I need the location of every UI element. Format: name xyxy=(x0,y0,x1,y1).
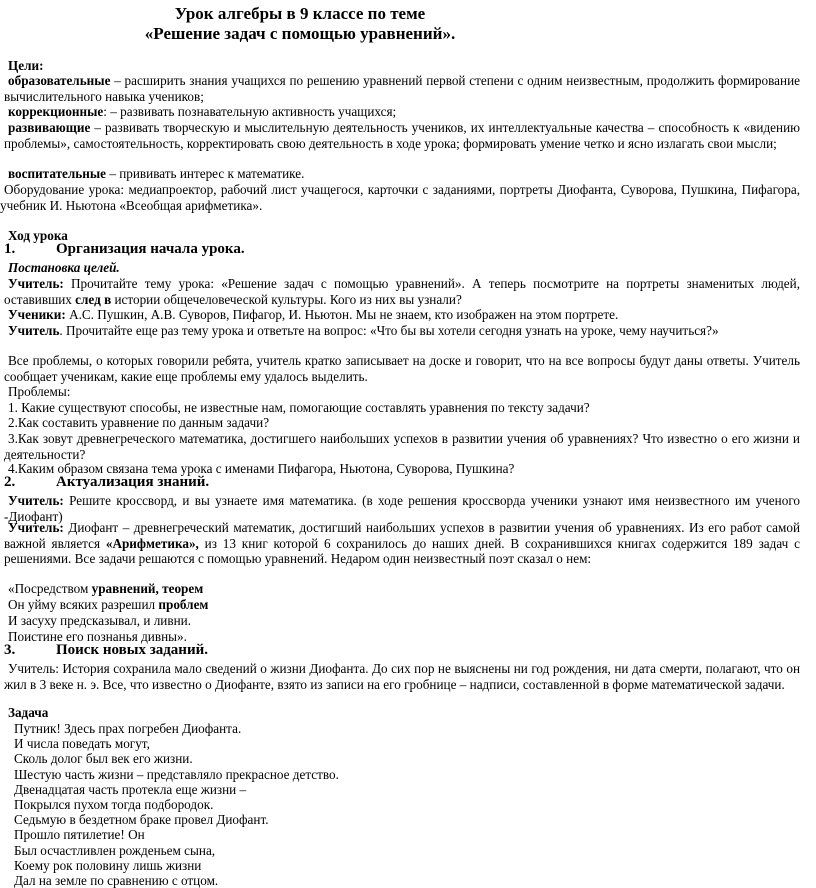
poem-line-1: «Посредством уравнений, теорем xyxy=(8,581,204,596)
page-title xyxy=(0,4,600,44)
task-line: И числа поведать могут, xyxy=(14,736,150,752)
section-2-title: Актуализация знаний. xyxy=(56,474,210,490)
problems-heading: Проблемы: xyxy=(8,384,71,399)
task-line: Прошло пятилетие! Он xyxy=(14,827,145,843)
task-line: Седьмую в бездетном браке провел Диофант. xyxy=(14,812,269,828)
goal-upbringing xyxy=(4,166,800,182)
goal-educational-label: образовательные xyxy=(8,73,111,88)
task-line: Путник! Здесь прах погребен Диофанта. xyxy=(14,721,242,736)
section-1-subheading: Постановка целей. xyxy=(8,260,120,275)
task-line: Дал на земле по сравнению с отцом. xyxy=(14,872,219,888)
goals-heading: Цели: xyxy=(8,58,44,73)
title-line-1: Урок алгебры в 9 классе по теме xyxy=(174,4,426,23)
teacher-label: Учитель: xyxy=(8,520,64,535)
goal-educational xyxy=(4,73,800,104)
task-line: Был осчастливлен рожденьем сына, xyxy=(14,842,216,858)
poem-line-4: Поистине его познанья дивны». xyxy=(8,629,187,644)
section-1-number: 1. xyxy=(4,241,16,257)
goal-upbringing-text: – прививать интерес к математике. xyxy=(106,166,305,181)
goal-developing xyxy=(4,120,800,151)
task-line: Двенадцатая часть протекла еще жизни – xyxy=(14,781,247,797)
poem-line-3: И засуху предсказывал, и ливни. xyxy=(8,613,191,628)
problem-4: 4.Каким образом связана тема урока с именами Пифагора, Ньютона, Суворова, Пушкина? xyxy=(8,461,515,476)
goal-upbringing-label: воспитательные xyxy=(8,166,107,181)
teacher-remark-3: Учитель: Решите кроссворд, и вы узнаете имя математика. (в ходе решения кроссворда ученики узнают имя неизвестного им ученого -Диофант) xyxy=(4,493,800,524)
teacher-label: Учитель: xyxy=(8,276,64,291)
task-poem xyxy=(14,721,794,888)
problem-1: 1. Какие существуют способы, не известные нам, помогающие составлять уравнения по тексту задачи? xyxy=(8,400,590,415)
goal-developing-text: – развивать творческую и мыслительную деятельность учеников, их интеллектуальные качества – способность к «видению проблемы», самостоятельность, корректировать свою деятельность в ходе урока; формировать умение четко и ясно излагать свои мысли; xyxy=(4,120,800,151)
goal-educational-text: – расширить знания учащихся по решению уравнений первой степени с одним неизвестным, продолжить формирование вычислительного навыка учеников; xyxy=(4,73,800,104)
problem-2: 2.Как составить уравнение по данным задачи? xyxy=(8,415,270,430)
teacher-label: Учитель: xyxy=(8,493,64,508)
problem-3: 3.Как зовут древнегреческого математика, достигшего наибольших успехов в развитии учения об уравнениях? Что известно о его жизни и деятельности? xyxy=(4,431,800,462)
equipment-text: Оборудование урока: медиапроектор, рабочий лист учащегося, карточки с заданиями, портреты Диофанта, Суворова, Пушкина, Пифагора, учебник И. Ньютона «Всеобщая арифметика». xyxy=(0,182,800,213)
lesson-course-heading: Ход урока xyxy=(8,228,68,243)
task-line: Шестую часть жизни – представляло прекрасное детство. xyxy=(14,766,339,782)
title-line-2: «Решение задач с помощью уравнений». xyxy=(144,24,456,43)
goal-corrective-text: : – развивать познавательную активность учащихся; xyxy=(103,104,397,119)
teacher-remark-1: Учитель: Прочитайте тему урока: «Решение задач с помощью уравнений». А теперь посмотрите на портреты знаменитых людей, оставивших след в истории общечеловеческой культуры. Кого из них вы узнали? xyxy=(4,276,800,307)
task-heading: Задача xyxy=(8,705,49,720)
paragraph-problems-intro: Все проблемы, о которых говорили ребята, учитель кратко записывает на доске и говорит, что на все вопросы будут даны ответы. Учитель сообщает ученикам, какие еще проблемы ему удалось выделить. xyxy=(4,353,800,384)
teacher-remark-4: Учитель: Диофант – древнегреческий математик, достигший наибольших успехов в развитии учения об уравнениях. Из его работ самой важной является «Арифметика», из 13 книг которой 6 сохранилось до наших дней. В сохранившихся книгах содержится 189 задач с решениями. Все задачи решаются с помощью уравнений. Недаром один неизвестный поэт сказал о нем: xyxy=(4,520,800,567)
teacher-label: Учитель xyxy=(8,323,60,338)
goal-corrective-label: коррекционные xyxy=(8,104,104,119)
task-line: Покрылся пухом тогда подбородок. xyxy=(14,796,214,812)
section-1-title: Организация начала урока. xyxy=(56,241,245,257)
students-label: Ученики: xyxy=(8,307,66,322)
goal-developing-label: развивающие xyxy=(8,120,91,135)
section-3-heading xyxy=(4,643,800,659)
teacher-remark-2: Учитель. Прочитайте еще раз тему урока и ответьте на вопрос: «Что бы вы хотели сегодня узнать на уроке, чему научиться?» xyxy=(8,323,719,338)
task-line: Сколь долог был век его жизни. xyxy=(14,751,193,767)
section-3-number: 3. xyxy=(4,642,16,658)
students-remark-1: Ученики: А.С. Пушкин, А.В. Суворов, Пифагор, И. Ньютон. Мы не знаем, кто изображен на этом портрете. xyxy=(8,307,619,322)
section-1-heading xyxy=(4,242,800,258)
goal-corrective xyxy=(4,104,800,120)
section-2-heading xyxy=(4,475,800,491)
poem-line-2: Он уйму всяких разрешил проблем xyxy=(8,597,209,612)
section-2-number: 2. xyxy=(4,474,16,490)
section-3-title: Поиск новых заданий. xyxy=(56,642,208,658)
task-line: Коему рок половину лишь жизни xyxy=(14,857,202,873)
teacher-remark-5: Учитель: История сохранила мало сведений о жизни Диофанта. До сих пор не выяснены ни год рождения, ни дата смерти, полагают, что он жил в 3 веке н. э. Все, что известно о Диофанте, взято из записи на его гробнице – надписи, составленной в форме математической задачи. xyxy=(4,661,800,692)
